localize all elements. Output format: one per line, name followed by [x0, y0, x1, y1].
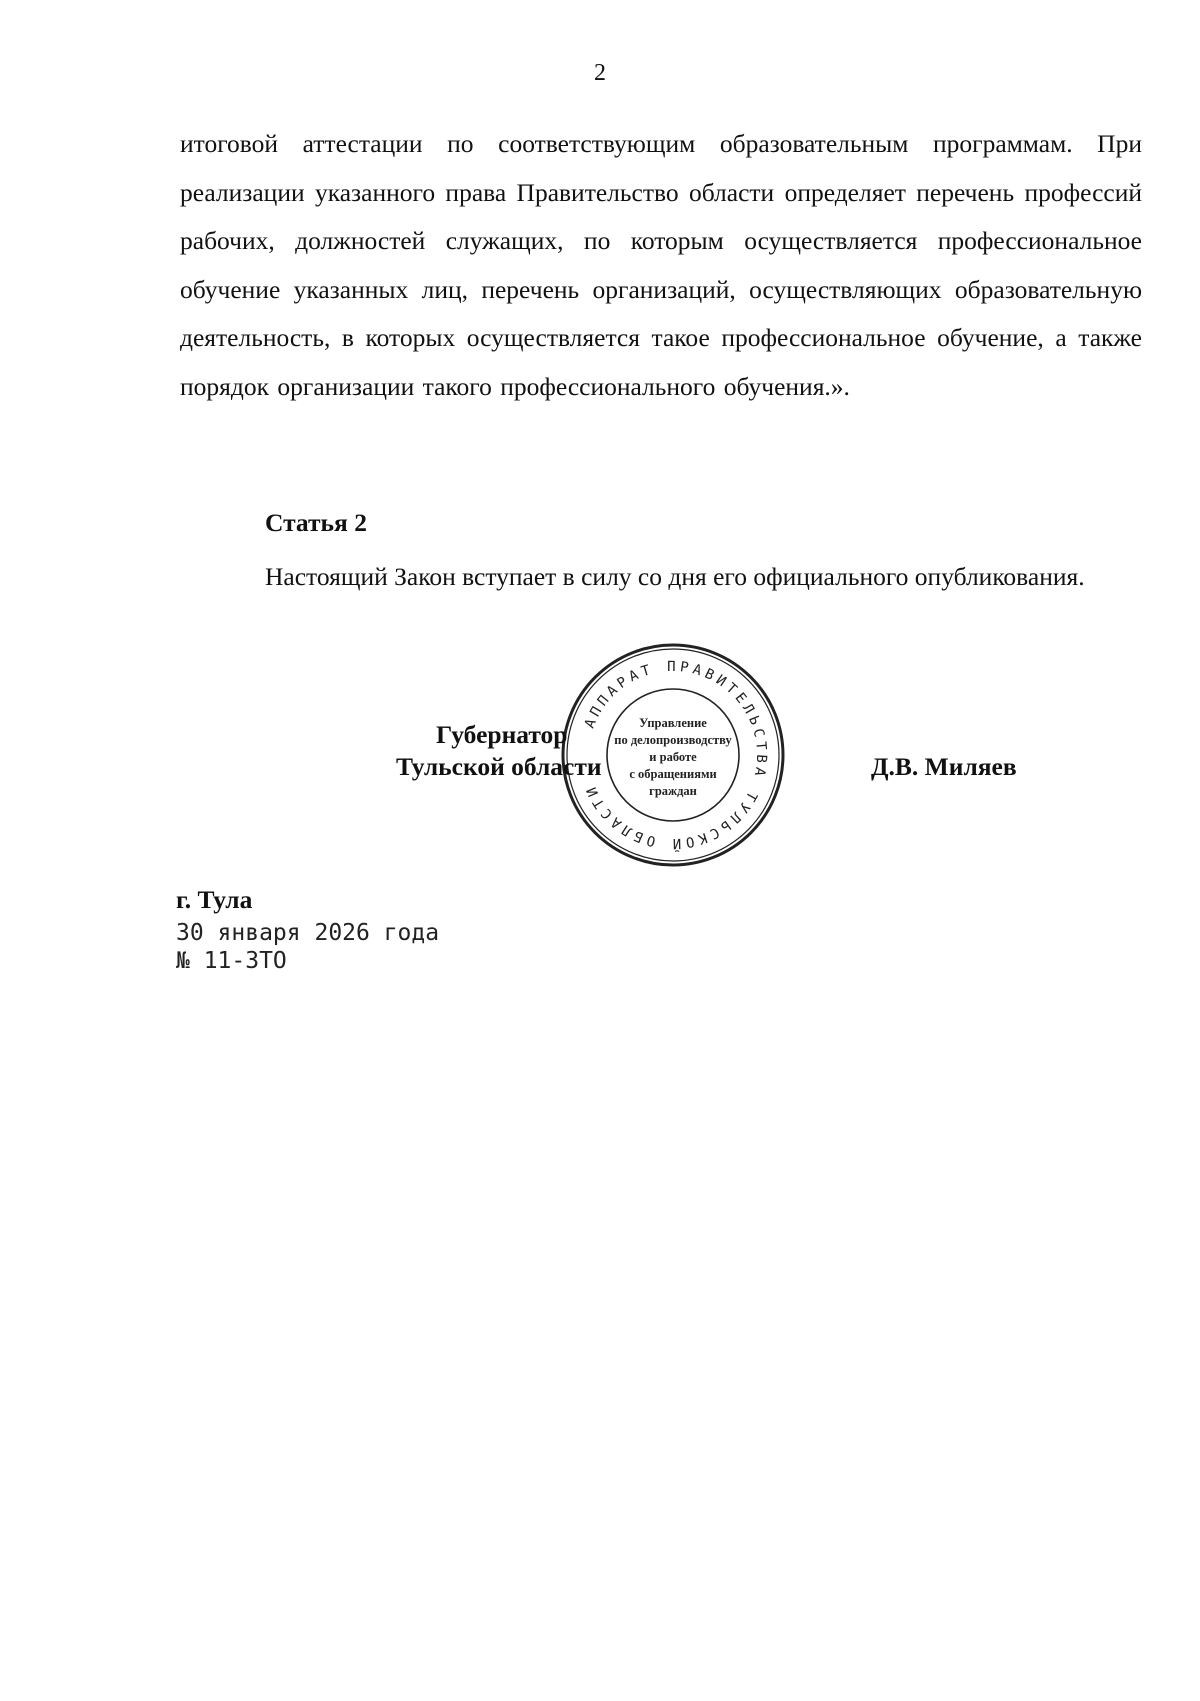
stamp-center-line: граждан: [649, 784, 697, 798]
law-number: № 11-ЗТО: [176, 948, 287, 974]
article-text: Настоящий Закон вступает в силу со дня его официального опубликования.: [265, 562, 1085, 591]
stamp-center-line: и работе: [649, 750, 697, 764]
place-of-signing: г. Тула: [176, 885, 253, 914]
stamp-center-line: Управление: [639, 716, 707, 730]
page-number: 2: [594, 60, 606, 86]
signature-title-line1: Губернатор: [436, 720, 568, 749]
stamp-ring-text: АППАРАТ ПРАВИТЕЛЬСТВА ТУЛЬСКОЙ ОБЛАСТИ: [581, 658, 770, 852]
signature-title-line2: Тульской области: [396, 752, 602, 781]
article-heading: Статья 2: [265, 508, 367, 537]
stamp-center-line: с обращениями: [629, 767, 717, 781]
body-paragraph: итоговой аттестации по соответствующим образовательным программам. При реализации указанного права Правительство области определяет перечень профессий рабочих, должностей служащих, по которым осуществляется профессиональное обучение указанных лиц, перечень организаций, осуществляющих образовательную деятельность, в которых осуществляется такое профессиональное обучение, а также порядок организации такого профессионального обучения.».: [180, 129, 1142, 401]
signatory-name: Д.В. Миляев: [871, 752, 1017, 781]
signing-date: 30 января 2026 года: [176, 920, 440, 946]
stamp-center-line: по делопроизводству: [614, 733, 732, 747]
